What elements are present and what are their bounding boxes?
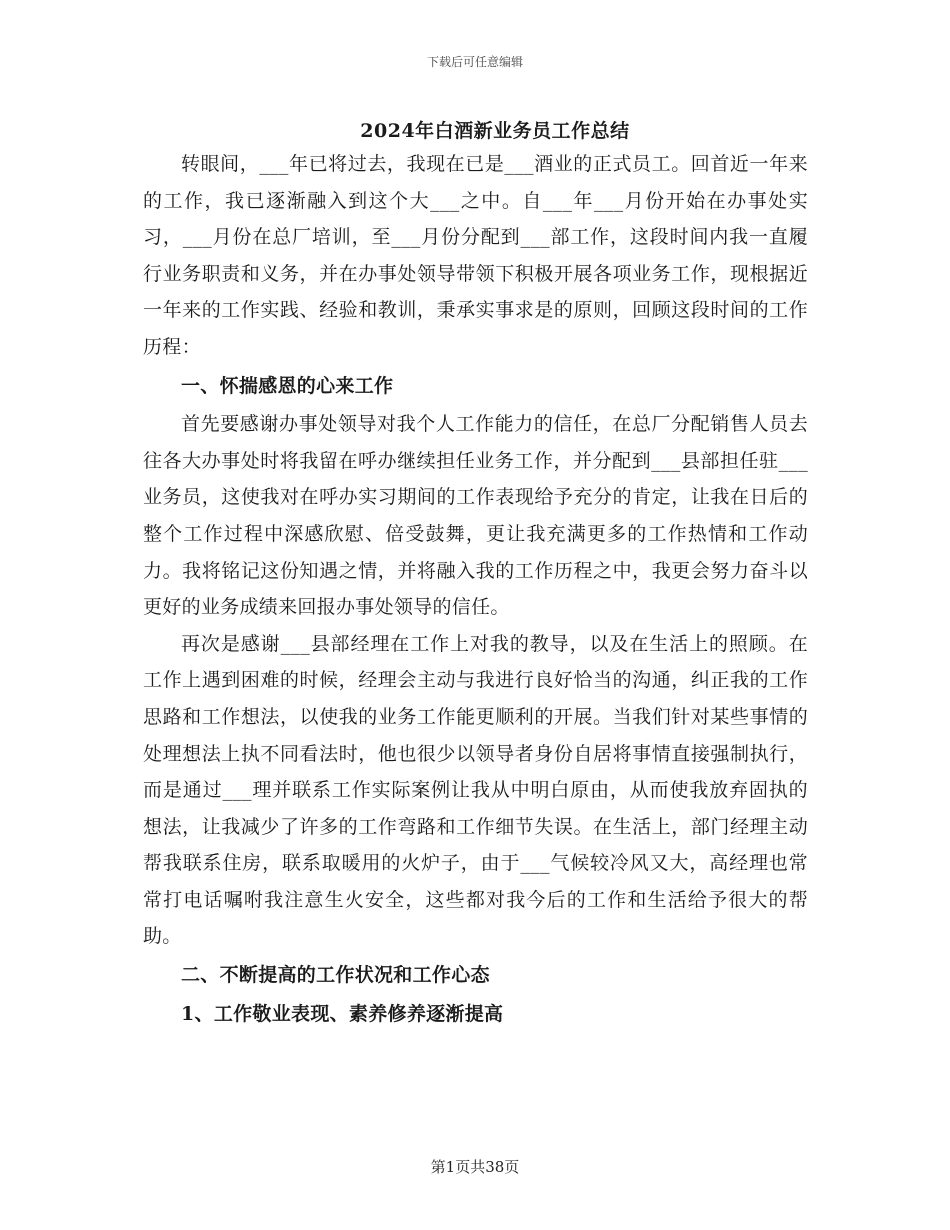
subsection-heading-1: 1、工作敬业表现、素养修养逐渐提高 [181,1002,504,1025]
section-heading-2: 二、不断提高的工作状况和工作心态 [181,964,490,987]
paragraph-intro: 转眼间，___年已将过去，我现在已是___酒业的正式员工。回首近一年来的工作，我已逐渐融入到这个大___之中。自___年___月份开始在办事处实习，___月份在总厂培训，至___月份分配到___部工作，这段时间内我一直履行业务职责和义务，并在办事处领导带领下积极开展各项业务工作，现根据近一年来的工作实践、经验和教训，秉承实事求是的原则，回顾这段时间的工作历程： [143,153,808,358]
document-body [143,146,808,1034]
document-title: 2024年白酒新业务员工作总结 [360,120,630,142]
paragraph-thanks-manager: 再次是感谢___县部经理在工作上对我的教导，以及在生活上的照顾。在工作上遇到困难的时候，经理会主动与我进行良好恰当的沟通，纠正我的工作思路和工作想法，以使我的业务工作能更顺利的开展。当我们针对某些事情的处理想法上执不同看法时，他也很少以领导者身份自居将事情直接强制执行，而是通过___理并联系工作实际案例让我从中明白原由，从而使我放弃固执的想法，让我减少了许多的工作弯路和工作细节失误。在生活上，部门经理主动帮我联系住房，联系取暖用的火炉子，由于___气候较冷风又大，高经理也常常打电话嘱咐我注意生火安全，这些都对我今后的工作和生活给予很大的帮助。 [143,632,808,948]
page-number-label: 第1页共38页 [430,1158,520,1176]
section-heading-1: 一、怀揣感恩的心来工作 [181,374,394,397]
paragraph-thanks-leaders: 首先要感谢办事处领导对我个人工作能力的信任，在总厂分配销售人员去往各大办事处时将我留在呼办继续担任业务工作，并分配到___县部担任驻___业务员，这使我对在呼办实习期间的工作表现给予充分的肯定，让我在日后的整个工作过程中深感欣慰、倍受鼓舞，更让我充满更多的工作热情和工作动力。我将铭记这份知遇之情，并将融入我的工作历程之中，我更会努力奋斗以更好的业务成绩来回报办事处领导的信任。 [143,413,808,619]
header-note: 下载后可任意编辑 [426,55,523,69]
page-footer [0,1156,950,1177]
